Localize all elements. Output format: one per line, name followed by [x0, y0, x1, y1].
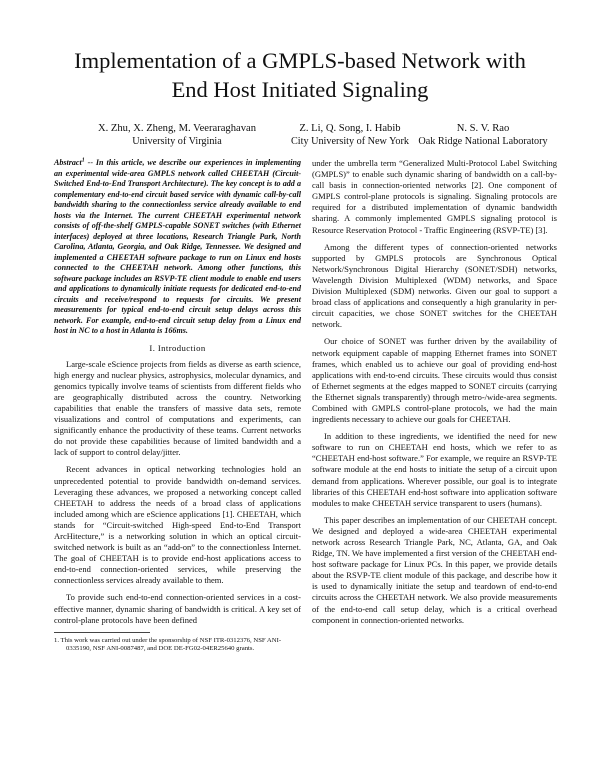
abstract-label: Abstract [54, 158, 82, 167]
body-paragraph: Large-scale eScience projects from fields as diverse as earth science, high energy and nuclear physics, astrophysics, molecular dynamics, and genomics typically involve teams of scientists from different fields who are geographically distributed across the country. Networking capabilities that enable the transfers of massive data sets, remote visualizations and control of computations and experiments, can significantly enhance the productivity of these teams. Current networks do not provide these capabilities because of limited bandwidth and a lack of support to control delay/jitter. [54, 358, 301, 458]
author-names: X. Zhu, X. Zheng, M. Veeraraghavan [97, 123, 257, 134]
author-group-3 [378, 122, 588, 148]
right-column [312, 158, 557, 632]
footnote-marker: 1 [81, 157, 85, 164]
body-paragraph: In addition to these ingredients, we identified the need for new software to run on CHEETAH end hosts, which we refer to as “CHEETAH end-host software.” For example, we require an RSVP-TE software module at the end hosts to initiate the setup of a circuit upon demand from applications. Wherever possible, our goal is to integrate libraries of this CHEETAH end-host software into application software modules to make CHEETAH service transparent to users (humans). [312, 431, 557, 508]
body-paragraph: Our choice of SONET was further driven by the availability of network equipment capable of mapping Ethernet frames into SONET frames, which enabled us to achieve our goal of providing end-host applications with end-to-end circuits. These circuits would thus consist of Ethernet segments at the edges mapped to SONET circuits (carrying the Ethernet signals transparently) through metro-/wide-area segments. Combined with GMPLS control-plane protocols, we had the main ingredients necessary to achieve our goals for CHEETAH. [312, 336, 557, 425]
author-affiliation: City University of New York [290, 136, 409, 147]
body-paragraph: under the umbrella term “Generalized Multi-Protocol Label Switching (GMPLS)” to enable such dynamic sharing of bandwidth on a call-by-call basis in connection-oriented networks [2]. One component of GMPLS control-plane protocols is signaling. Signaling protocols are required for a distributed implementation of dynamic bandwidth sharing. A commonly implemented GMPLS signaling protocol is Resource Reservation Protocol - Traffic Engineering (RSVP-TE) [3]. [312, 158, 557, 235]
abstract-text: -- In this article, we describe our experiences in implementing an experimental wide-area GMPLS network called CHEETAH (Circuit-Switched End-to-End Transport Architecture). The key concept is to add a complementary end-to-end circuit based service with dynamic call-by-call bandwidth sharing to the connectionless service already available to end hosts via the Internet. The current CHEETAH experimental network consists of off-the-shelf GMPLS-capable SONET switches (with Ethernet interfaces) deployed at three locations, Research Triangle Park, North Carolina, Atlanta, Georgia, and Oak Ridge, Tennessee. We designed and implemented a CHEETAH software package to run on Linux end hosts connected to the CHEETAH network. Among other functions, this software package includes an RSVP-TE client module to enable end users and applications to dynamically initiate requests for dedicated end-to-end circuits and receive/respond to requests for circuits. We present measurements for typical end-to-end circuit setup delays across this network. For example, end-to-end circuit setup delay from a Linux end host in NC to a host in Atlanta is 166ms. [54, 158, 301, 335]
paper-title-line-1: Implementation of a GMPLS-based Network with [74, 48, 526, 73]
abstract [54, 158, 301, 337]
paper-title-line-2: End Host Initiated Signaling [171, 77, 429, 102]
body-paragraph: This paper describes an implementation of our CHEETAH concept. We designed and deployed a wide-area CHEETAH experimental network across Research Triangle Park, NC, Atlanta, GA, and Oak Ridge, TN. We have implemented a first version of the CHEETAH end-host software package for Linux PCs. In this paper, we provide details about the RSVP-TE client module of this package, and describe how it is used to dynamically initiate the setup and teardown of end-to-end circuits across the CHEETAH network. We also provide measurements of the end-to-end call setup delay, which is a critical overhead component in connection-oriented networks. [312, 514, 557, 625]
author-affiliation: University of Virginia [132, 136, 222, 147]
author-block [0, 122, 600, 154]
author-affiliation: Oak Ridge National Laboratory [418, 136, 548, 147]
footnote-rule [54, 632, 150, 633]
footnote: 1. This work was carried out under the sponsorship of NSF ITR-0312376, NSF ANI-0335190, NSF ANI-0087487, and DOE DE-FG02-04ER25640 grants. [54, 636, 282, 653]
section-heading: I. Introduction [149, 342, 206, 353]
author-names: Z. Li, Q. Song, I. Habib [299, 123, 401, 134]
body-paragraph: Among the different types of connection-oriented networks supported by GMPLS protocols are Synchronous Optical Network/Synchronous Digital Hierarchy (SONET/SDH) networks, Wavelength Division Multiplexed (WDM) networks, and Space Division Multiplexed (SDM) networks. Given our goal to support a broad class of applications and consequently a high granularity in per-circuit capacities, we chose SONET switches for the CHEETAH network. [312, 241, 557, 330]
left-column [54, 158, 301, 654]
body-paragraph: Recent advances in optical networking technologies hold an unprecedented potential to provide bandwidth on-demand services. Leveraging these advances, we proposed a networking concept called CHEETAH to address the needs of a broad class of applications included among which are eScience applications [1]. CHEETAH, which stands for “Circuit-switched High-speed End-to-End Transport ArcHitecture,” is a networking solution in which an optical circuit-switched network is built as an “add-on” to the connectionless Internet. The goal of CHEETAH is to provide end-host applications access to end-to-end connection-oriented services, while preserving the connectionless services already available to them. [54, 464, 301, 586]
body-paragraph: To provide such end-to-end connection-oriented services in a cost-effective manner, dynamic sharing of bandwidth is critical. A key set of control-plane protocols have been defined [54, 592, 301, 625]
author-names: N. S. V. Rao [456, 123, 510, 134]
